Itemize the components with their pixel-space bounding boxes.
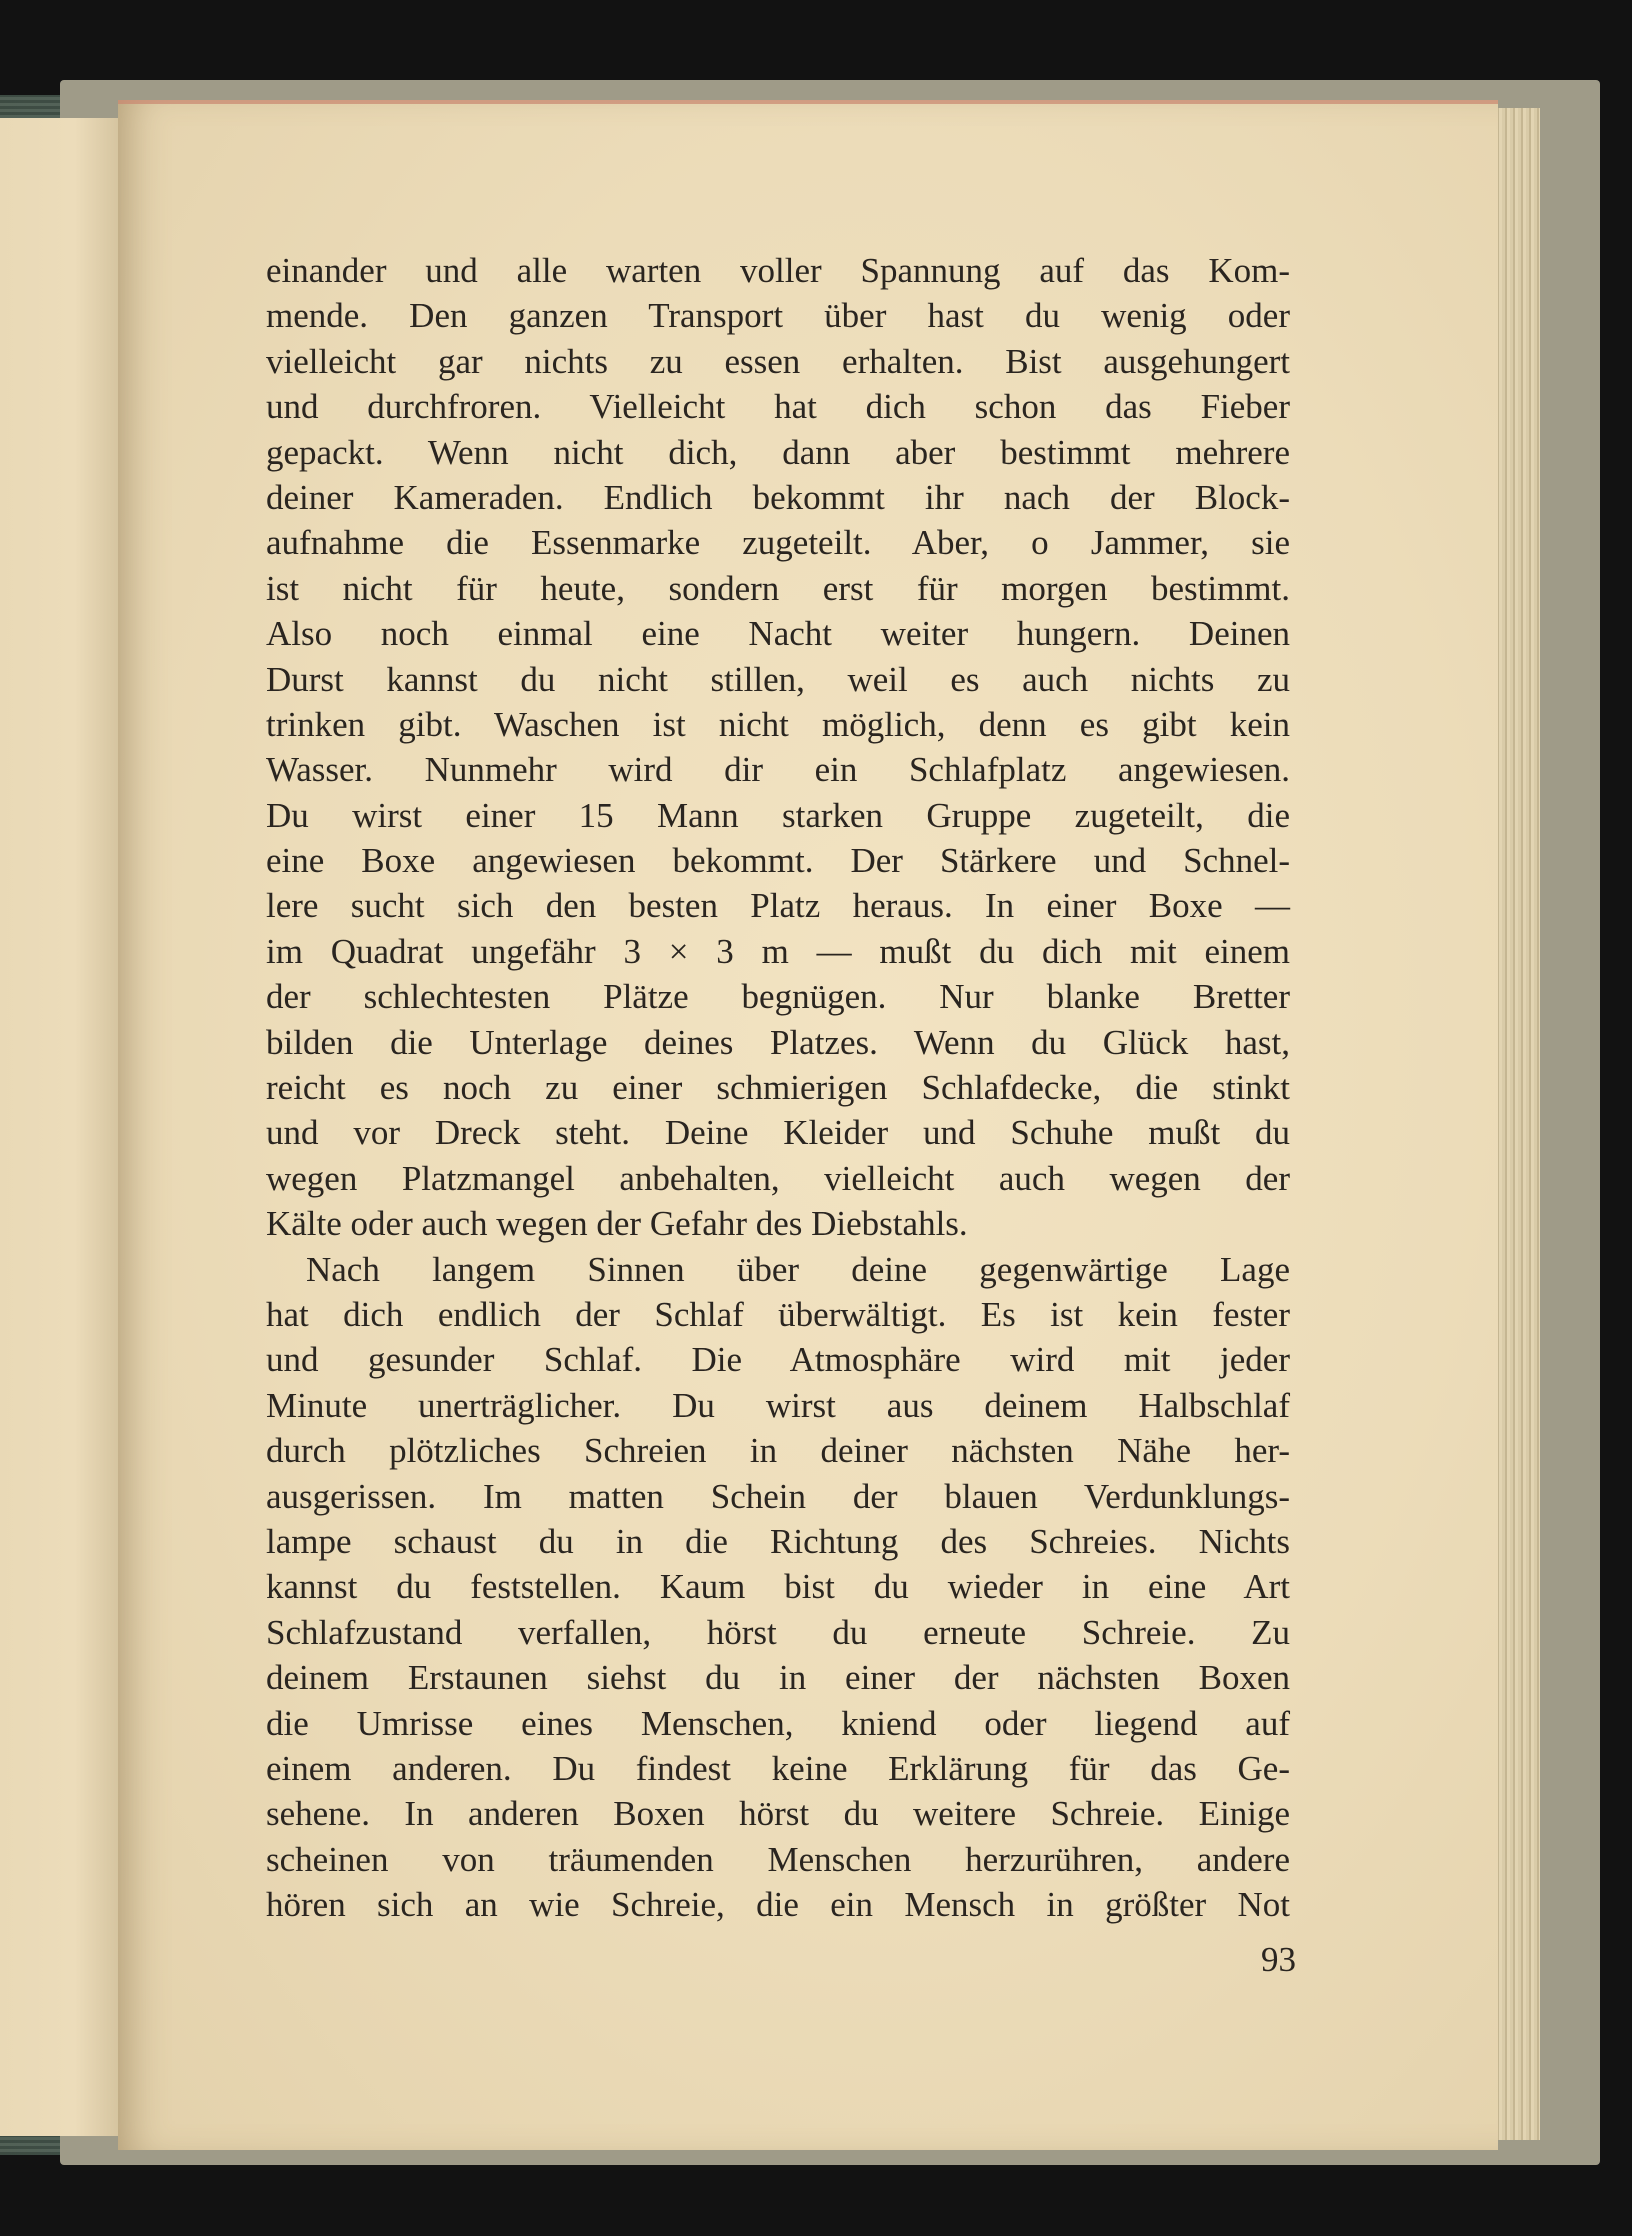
text-line: kannst du feststellen. Kaum bist du wieder in eine Art (266, 1567, 1290, 1607)
text-line: eine Boxe angewiesen bekommt. Der Stärkere und Schnel- (266, 841, 1290, 881)
page-number: 93 (1261, 1940, 1296, 1979)
text-line: aufnahme die Essenmarke zugeteilt. Aber, o Jammer, sie (266, 523, 1290, 563)
left-page-edge (0, 118, 125, 2136)
text-line: Also noch einmal eine Nacht weiter hungern. Deinen (266, 614, 1290, 654)
text-line: und gesunder Schlaf. Die Atmosphäre wird mit jeder (266, 1340, 1290, 1380)
page-top-edge (118, 100, 1498, 104)
text-line: mende. Den ganzen Transport über hast du wenig oder (266, 296, 1290, 336)
text-line: einander und alle warten voller Spannung auf das Kom- (266, 251, 1290, 290)
text-line: Schlafzustand verfallen, hörst du erneute Schreie. Zu (266, 1612, 1290, 1652)
text-line: der schlechtesten Plätze begnügen. Nur blanke Bretter (266, 977, 1290, 1017)
text-line: lampe schaust du in die Richtung des Schreies. Nichts (266, 1521, 1290, 1561)
text-line: im Quadrat ungefähr 3 × 3 m — mußt du dich mit einem (266, 931, 1290, 971)
text-line: einem anderen. Du findest keine Erklärung für das Ge- (266, 1748, 1290, 1788)
text-line: trinken gibt. Waschen ist nicht möglich, denn es gibt kein (266, 704, 1290, 744)
text-line: ausgerissen. Im matten Schein der blauen Verdunklungs- (266, 1476, 1290, 1516)
text-line: Durst kannst du nicht stillen, weil es auch nichts zu (266, 659, 1290, 699)
text-line: bilden die Unterlage deines Platzes. Wenn du Glück hast, (266, 1022, 1290, 1062)
text-line-paragraph-start: Nach langem Sinnen über deine gegenwärtige Lage (306, 1249, 1290, 1289)
text-line: gepackt. Wenn nicht dich, dann aber bestimmt mehrere (266, 432, 1290, 472)
text-line: Wasser. Nunmehr wird dir ein Schlafplatz angewiesen. (266, 750, 1290, 790)
text-line: lere sucht sich den besten Platz heraus. In einer Boxe — (266, 886, 1290, 926)
text-line: deinem Erstaunen siehst du in einer der nächsten Boxen (266, 1658, 1290, 1698)
text-line: wegen Platzmangel anbehalten, vielleicht auch wegen der (266, 1158, 1290, 1198)
text-line: die Umrisse eines Menschen, kniend oder liegend auf (266, 1703, 1290, 1743)
text-line: durch plötzliches Schreien in deiner nächsten Nähe her- (266, 1431, 1290, 1471)
text-line: ist nicht für heute, sondern erst für morgen bestimmt. (266, 568, 1290, 608)
text-line: Minute unerträglicher. Du wirst aus deinem Halbschlaf (266, 1385, 1290, 1425)
text-line: vielleicht gar nichts zu essen erhalten. Bist ausgehungert (266, 341, 1290, 381)
text-line: scheinen von träumenden Menschen herzurühren, andere (266, 1839, 1290, 1879)
text-line: hören sich an wie Schreie, die ein Mensch in größter Not (266, 1885, 1290, 1925)
page-body-text (266, 248, 1290, 1927)
text-line: sehene. In anderen Boxen hörst du weitere Schreie. Einige (266, 1794, 1290, 1834)
text-line: Du wirst einer 15 Mann starken Gruppe zugeteilt, die (266, 795, 1290, 835)
text-line: Kälte oder auch wegen der Gefahr des Diebstahls. (266, 1204, 968, 1244)
text-line: hat dich endlich der Schlaf überwältigt. Es ist kein fester (266, 1294, 1290, 1334)
text-line: und vor Dreck steht. Deine Kleider und Schuhe mußt du (266, 1113, 1290, 1153)
text-line: deiner Kameraden. Endlich bekommt ihr nach der Block- (266, 477, 1290, 517)
text-line: reicht es noch zu einer schmierigen Schlafdecke, die stinkt (266, 1068, 1290, 1108)
text-line: und durchfroren. Vielleicht hat dich schon das Fieber (266, 387, 1290, 427)
